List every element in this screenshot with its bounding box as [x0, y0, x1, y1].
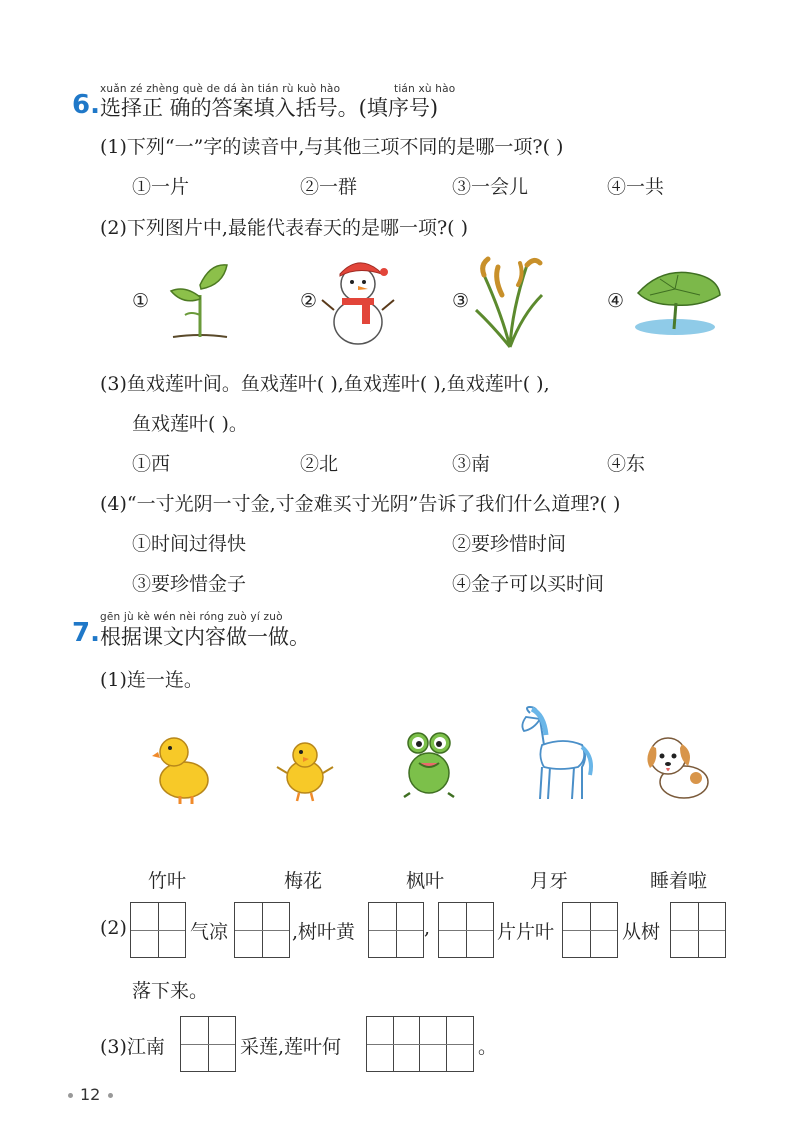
q7-2-part-5: 从树 — [622, 921, 661, 943]
q6-1-option-1: ①一片 — [132, 176, 190, 198]
q6-1-option-2: ②一群 — [300, 176, 358, 198]
chick-image — [275, 737, 335, 802]
q6-2-option-2: ② — [300, 290, 318, 312]
q6-4-option-1: ①时间过得快 — [132, 533, 247, 555]
q6-number: 6. — [72, 90, 100, 120]
snowman-image — [318, 252, 398, 347]
q7-2-part-4: 片片叶 — [497, 921, 555, 943]
q7-2-line2: 落下来。 — [132, 980, 209, 1002]
q6-2-option-4: ④ — [607, 290, 625, 312]
q6-3-option-3: ③南 — [452, 453, 491, 475]
q6-3-option-4: ④东 — [607, 453, 646, 475]
q7-2-part-1: 气凉 — [190, 921, 229, 943]
puppy-image — [640, 728, 718, 803]
q7-2-label: (2) — [100, 917, 127, 939]
q6-4-option-3: ③要珍惜金子 — [132, 573, 247, 595]
answer-grid[interactable] — [562, 902, 618, 958]
q6-4-option-2: ②要珍惜时间 — [452, 533, 567, 555]
q6-3-line1: (3)鱼戏莲叶间。鱼戏莲叶( ),鱼戏莲叶( ),鱼戏莲叶( ), — [100, 373, 550, 395]
q7-3-mid: 采莲,莲叶何 — [240, 1036, 342, 1058]
q6-1-option-4: ④一共 — [607, 176, 665, 198]
q7-pinyin: gēn jù kè wén nèi róng zuò yí zuò — [100, 611, 283, 623]
sprout-image — [165, 255, 235, 345]
rice-plant-image — [472, 255, 547, 350]
word-5: 睡着啦 — [650, 870, 708, 892]
q6-4-option-4: ④金子可以买时间 — [452, 573, 605, 595]
answer-grid[interactable] — [234, 902, 290, 958]
q6-1-option-3: ③一会儿 — [452, 176, 529, 198]
q6-pinyin: xuǎn zé zhèng què de dá àn tián rù kuò hào — [100, 83, 341, 95]
q7-number: 7. — [72, 618, 100, 648]
q6-2-question: (2)下列图片中,最能代表春天的是哪一项?( ) — [100, 217, 469, 239]
word-3: 枫叶 — [406, 870, 445, 892]
q6-3-line2: 鱼戏莲叶( )。 — [132, 413, 248, 435]
q7-3-label: (3)江南 — [100, 1036, 165, 1058]
word-4: 月牙 — [530, 870, 569, 892]
page-number: 12 — [80, 1085, 101, 1104]
q6-2-option-1: ① — [132, 290, 150, 312]
q6-pinyin-2: tián xù hào — [394, 83, 456, 95]
horse-image — [516, 705, 596, 803]
q6-3-option-1: ①西 — [132, 453, 171, 475]
q6-title: 选择正 确的答案填入括号。(填序号) — [100, 96, 439, 120]
page-number-dot-right — [108, 1093, 113, 1098]
q6-4-question: (4)“一寸光阴一寸金,寸金难买寸光阴”告诉了我们什么道理?( ) — [100, 493, 621, 515]
answer-grid[interactable] — [670, 902, 726, 958]
answer-grid-4[interactable] — [366, 1016, 474, 1072]
q7-3-end: 。 — [478, 1036, 498, 1058]
answer-grid[interactable] — [438, 902, 494, 958]
page-number-dot-left — [68, 1093, 73, 1098]
word-2: 梅花 — [284, 870, 323, 892]
q7-title: 根据课文内容做一做。 — [100, 625, 310, 649]
q6-2-option-3: ③ — [452, 290, 470, 312]
duck-image — [152, 730, 212, 805]
word-1: 竹叶 — [148, 870, 187, 892]
q6-3-option-2: ②北 — [300, 453, 339, 475]
q7-2-part-3: , — [424, 917, 431, 939]
answer-grid[interactable] — [130, 902, 186, 958]
frog-image — [402, 727, 457, 799]
lotus-leaf-image — [630, 265, 725, 340]
q7-2-part-2: ,树叶黄 — [292, 921, 356, 943]
answer-grid[interactable] — [368, 902, 424, 958]
answer-grid[interactable] — [180, 1016, 236, 1072]
q7-1-label: (1)连一连。 — [100, 669, 203, 691]
q6-1-question: (1)下列“一”字的读音中,与其他三项不同的是哪一项?( ) — [100, 136, 564, 158]
